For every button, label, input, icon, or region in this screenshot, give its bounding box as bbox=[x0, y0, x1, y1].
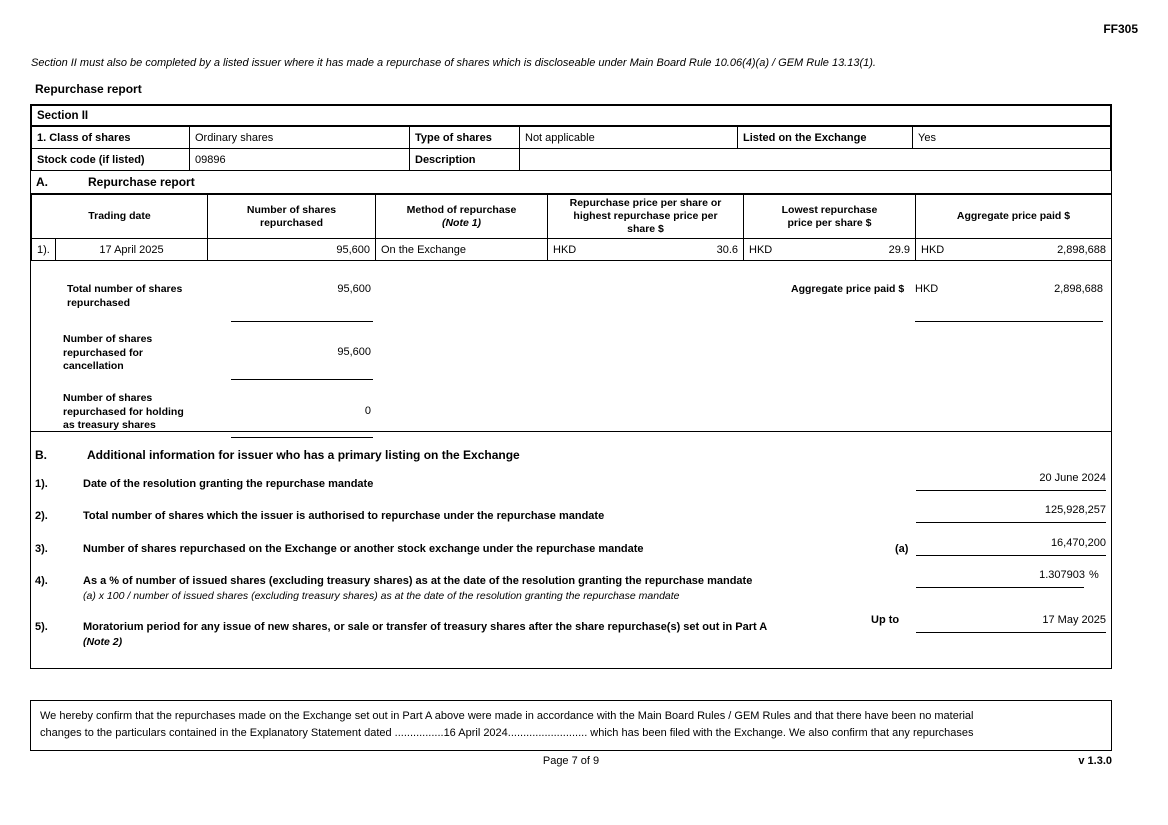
totals-block bbox=[31, 261, 1111, 432]
part-b-heading bbox=[35, 448, 520, 462]
repurchase-detail-table bbox=[31, 194, 1112, 261]
pb-underline-4 bbox=[916, 587, 1084, 588]
description-value bbox=[520, 149, 1111, 171]
class-of-shares-label: 1. Class of shares bbox=[32, 127, 190, 149]
description-label: Description bbox=[410, 149, 520, 171]
pb-text-1: Date of the resolution granting the repurchase mandate bbox=[83, 478, 374, 491]
pb-value-2: 125,928,257 bbox=[1044, 504, 1106, 517]
col-number-line2: repurchased bbox=[259, 216, 324, 229]
confirmation-box bbox=[30, 700, 1112, 751]
pb-value-5: 17 May 2025 bbox=[1042, 614, 1106, 627]
part-a-heading bbox=[31, 171, 1111, 193]
section-ii-header-row bbox=[32, 106, 1111, 126]
pb-text-4: As a % of number of issued shares (excluding treasury shares) as at the date of the resolution granting the repurchase mandate bbox=[83, 575, 753, 588]
table-row bbox=[32, 127, 1111, 149]
cell-low-currency: HKD bbox=[749, 243, 773, 256]
col-method-line1: Method of repurchase bbox=[406, 203, 517, 216]
total-shares-underline bbox=[231, 321, 373, 322]
table-row bbox=[32, 149, 1111, 171]
pb-index-5: 5). bbox=[35, 621, 48, 634]
stock-code-value: 09896 bbox=[190, 149, 410, 171]
cell-agg-currency: HKD bbox=[921, 243, 945, 256]
page-number: Page 7 of 9 bbox=[542, 755, 600, 767]
col-high-line3: share $ bbox=[627, 223, 664, 236]
col-aggregate-price: Aggregate price paid $ bbox=[916, 195, 1112, 239]
col-low-line2: price per share $ bbox=[787, 216, 872, 229]
col-highest-price bbox=[548, 195, 744, 239]
cell-highest-price bbox=[548, 239, 744, 261]
pb-index-1: 1). bbox=[35, 478, 48, 491]
pb-subtext-5: (Note 2) bbox=[83, 636, 123, 649]
listed-on-exchange-label: Listed on the Exchange bbox=[738, 127, 913, 149]
type-of-shares-value: Not applicable bbox=[520, 127, 738, 149]
part-b-marker: B. bbox=[35, 448, 47, 463]
part-a-marker: A. bbox=[36, 175, 48, 189]
pb-value-1: 20 June 2024 bbox=[1039, 472, 1106, 485]
pb-underline-1 bbox=[916, 490, 1106, 491]
treasury-label-l3: as treasury shares bbox=[63, 418, 156, 431]
col-lowest-price bbox=[744, 195, 916, 239]
col-trading-date: Trading date bbox=[32, 195, 208, 239]
section-ii-table bbox=[31, 105, 1111, 126]
pb-text-3: Number of shares repurchased on the Exchange or another stock exchange under the repurchase mandate bbox=[83, 543, 644, 556]
cell-high-currency: HKD bbox=[553, 243, 577, 256]
section-ii-title: Section II bbox=[32, 106, 1111, 126]
table-header-row bbox=[32, 195, 1112, 239]
intro-note: Section II must also be completed by a listed issuer where it has made a repurchase of shares which is discloseable under Main Board Rule 10.06(4)(a) / GEM Rule 13.13(1). bbox=[31, 57, 876, 69]
aggregate-price-currency: HKD bbox=[915, 283, 939, 296]
part-b-title: Additional information for issuer who has a primary listing on the Exchange bbox=[87, 448, 520, 463]
treasury-label-l2: repurchased for holding bbox=[63, 405, 184, 418]
col-number-of-shares bbox=[208, 195, 376, 239]
cell-low-value: 29.9 bbox=[888, 243, 910, 256]
pb-mark-5: Up to bbox=[871, 614, 900, 627]
listed-on-exchange-value: Yes bbox=[913, 127, 1111, 149]
pb-subtext-4: (a) x 100 / number of issued shares (excluding treasury shares) as at the date of the resolution granting the repurchase mandate bbox=[83, 590, 680, 603]
aggregate-price-value: 2,898,688 bbox=[1054, 283, 1103, 296]
total-shares-value: 95,600 bbox=[337, 283, 371, 296]
col-number-line1: Number of shares bbox=[246, 203, 337, 216]
cancellation-label-l3: cancellation bbox=[63, 359, 124, 372]
treasury-value: 0 bbox=[364, 405, 371, 418]
row-index: 1). bbox=[32, 239, 56, 261]
form-code: FF305 bbox=[1103, 22, 1138, 36]
cancellation-label bbox=[63, 333, 152, 372]
stock-code-label: Stock code (if listed) bbox=[32, 149, 190, 171]
cell-trading-date: 17 April 2025 bbox=[56, 239, 208, 261]
pb-value-3: 16,470,200 bbox=[1050, 537, 1106, 550]
pb-text-5: Moratorium period for any issue of new shares, or sale or transfer of treasury shares after the share repurchase(s) set out in Part A bbox=[83, 621, 768, 634]
col-high-line2: highest repurchase price per bbox=[573, 210, 718, 223]
pb-index-2: 2). bbox=[35, 510, 48, 523]
cancellation-value: 95,600 bbox=[337, 346, 371, 359]
pb-underline-3 bbox=[916, 555, 1106, 556]
cancellation-label-l2: repurchased for bbox=[63, 346, 143, 359]
class-of-shares-value: Ordinary shares bbox=[190, 127, 410, 149]
cell-high-value: 30.6 bbox=[716, 243, 738, 256]
pb-text-2: Total number of shares which the issuer is authorised to repurchase under the repurchase mandate bbox=[83, 510, 605, 523]
pb-suffix-4: % bbox=[1089, 569, 1099, 582]
share-identity-table bbox=[31, 126, 1111, 171]
repurchase-report-box bbox=[30, 104, 1112, 669]
cancellation-label-l1: Number of shares bbox=[63, 333, 153, 346]
treasury-label bbox=[63, 392, 184, 431]
page-title: Repurchase report bbox=[35, 82, 142, 96]
total-shares-label bbox=[67, 283, 182, 309]
col-low-line1: Lowest repurchase bbox=[781, 203, 878, 216]
cell-lowest-price bbox=[744, 239, 916, 261]
cancellation-underline bbox=[231, 379, 373, 380]
cell-agg-value: 2,898,688 bbox=[1057, 243, 1106, 256]
table-row bbox=[32, 239, 1112, 261]
pb-underline-2 bbox=[916, 522, 1106, 523]
pb-underline-5 bbox=[916, 632, 1106, 633]
pb-value-4: 1.307903 bbox=[1039, 569, 1085, 582]
aggregate-price-underline bbox=[915, 321, 1103, 322]
page-footer bbox=[30, 755, 1112, 767]
cell-method: On the Exchange bbox=[376, 239, 548, 261]
aggregate-price-label: Aggregate price paid $ bbox=[791, 283, 905, 296]
form-version: v 1.3.0 bbox=[1078, 755, 1112, 767]
part-a-title: Repurchase report bbox=[88, 175, 195, 189]
cell-shares-repurchased: 95,600 bbox=[208, 239, 376, 261]
total-shares-label-l1: Total number of shares bbox=[67, 283, 183, 296]
part-b-block bbox=[31, 432, 1111, 668]
confirmation-line-2: changes to the particulars contained in the Explanatory Statement dated ................16 April 2024.......................... which has been filed with the Exchange. We also confirm that any repurchases bbox=[40, 727, 974, 740]
type-of-shares-label: Type of shares bbox=[410, 127, 520, 149]
col-method bbox=[376, 195, 548, 239]
pb-mark-3: (a) bbox=[895, 543, 909, 556]
confirmation-line-1: We hereby confirm that the repurchases made on the Exchange set out in Part A above were made in accordance with the Main Board Rules / GEM Rules and that there have been no material bbox=[40, 710, 974, 722]
treasury-label-l1: Number of shares bbox=[63, 392, 153, 405]
total-shares-label-l2: repurchased bbox=[67, 296, 131, 309]
col-method-line2: (Note 1) bbox=[441, 216, 482, 229]
pb-index-4: 4). bbox=[35, 575, 48, 588]
col-high-line1: Repurchase price per share or bbox=[569, 197, 722, 209]
pb-index-3: 3). bbox=[35, 543, 48, 556]
cell-aggregate-price bbox=[916, 239, 1112, 261]
